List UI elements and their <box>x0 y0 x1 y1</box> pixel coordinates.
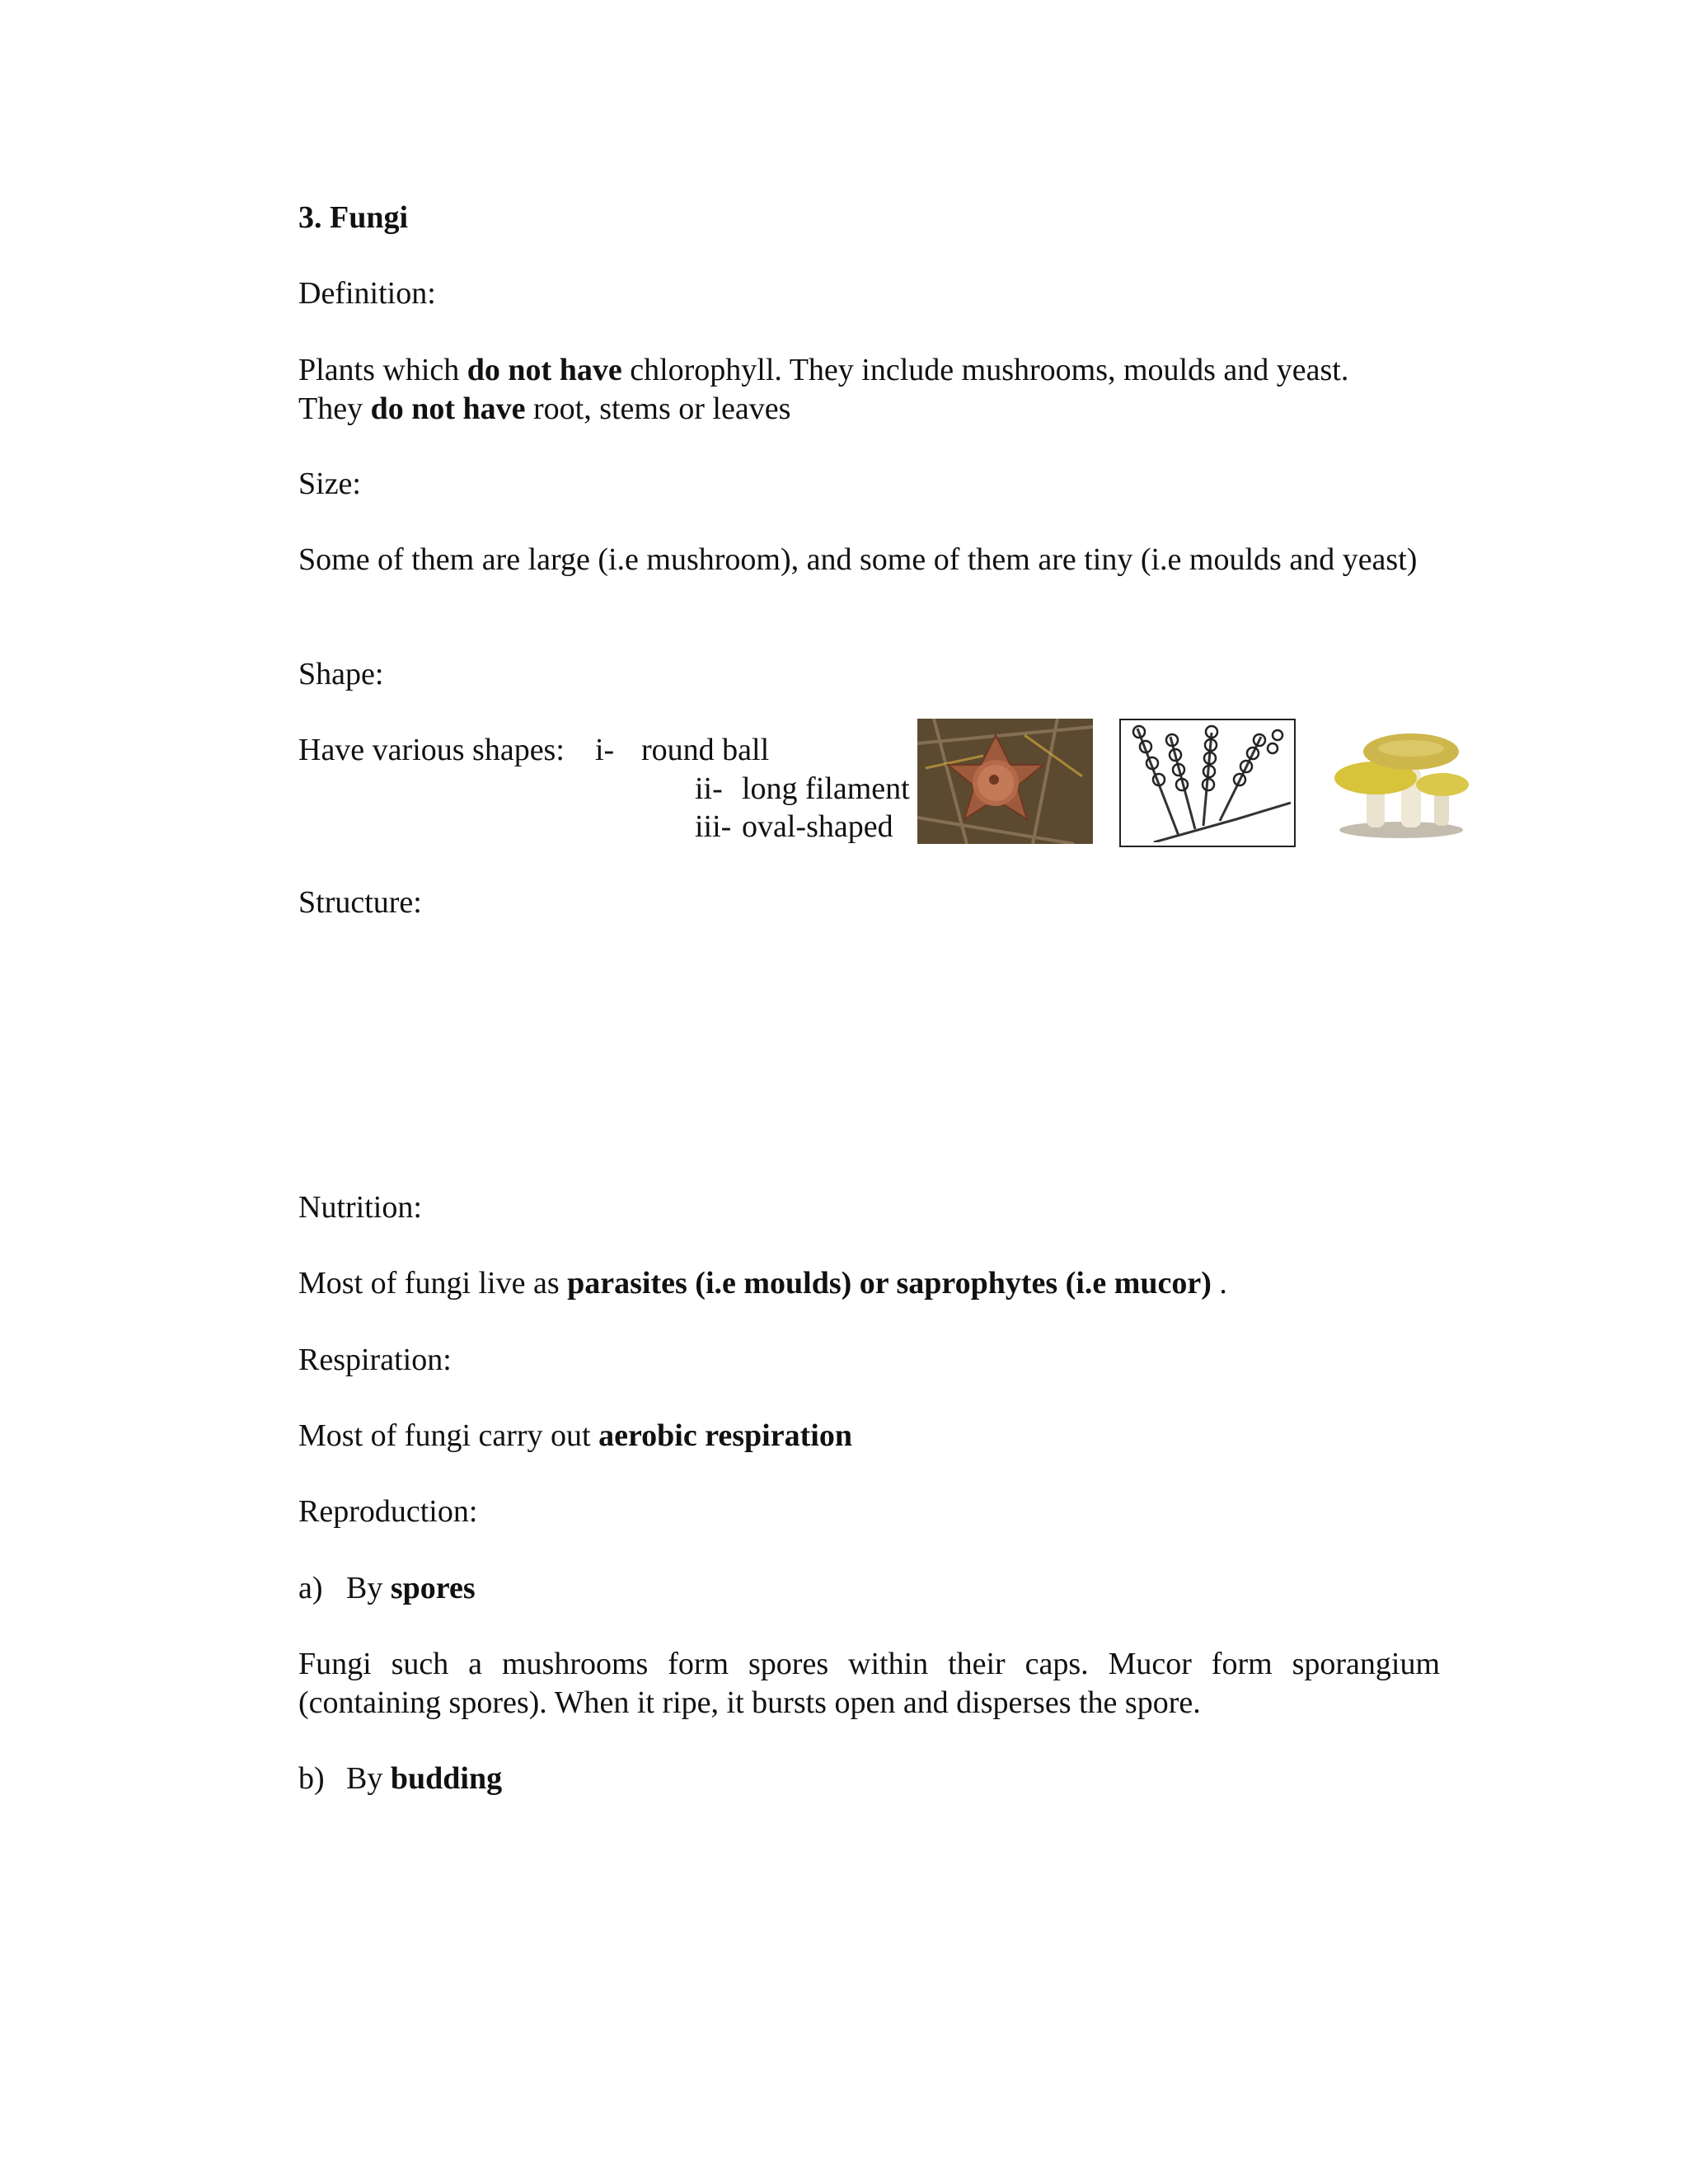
reproduction-b-title: By budding <box>346 1761 503 1796</box>
respiration-label: Respiration: <box>298 1343 452 1377</box>
nutrition-label: Nutrition: <box>298 1190 422 1225</box>
reproduction-a-marker: a) <box>298 1571 323 1605</box>
mould-filament-drawing <box>1119 719 1296 847</box>
yellow-mushroom-photo <box>1319 719 1492 844</box>
respiration-text: Most of fungi carry out aerobic respiration <box>298 1418 852 1453</box>
section-heading: 3. Fungi <box>298 200 409 235</box>
structure-label: Structure: <box>298 885 422 920</box>
spores-paragraph: Fungi such a mushrooms form spores within their caps. Mucor form sporangium (containing spores). When it ripe, it bursts open and disperses the spore. <box>298 1647 1440 1720</box>
earthstar-round-ball-photo <box>917 719 1093 844</box>
shape-item-3-text: oval-shaped <box>742 809 893 844</box>
size-text: Some of them are large (i.e mushroom), and some of them are tiny (i.e moulds and yeast) <box>298 542 1418 577</box>
shape-item-1-text: round ball <box>641 733 770 767</box>
shape-label: Shape: <box>298 657 384 691</box>
shape-item-2-num: ii- <box>695 771 723 806</box>
reproduction-a-title: By spores <box>346 1571 476 1605</box>
size-label: Size: <box>298 466 361 501</box>
shape-intro: Have various shapes: <box>298 733 565 767</box>
shape-item-3-num: iii- <box>695 809 732 844</box>
definition-label: Definition: <box>298 276 436 311</box>
reproduction-b-marker: b) <box>298 1761 325 1796</box>
shape-item-1-num: i- <box>595 733 615 767</box>
nutrition-text: Most of fungi live as parasites (i.e moulds) or saprophytes (i.e mucor) . <box>298 1266 1227 1301</box>
definition-text: Plants which do not have chlorophyll. They include mushrooms, moulds and yeast. They do not have root, stems or leaves <box>298 353 1349 426</box>
shape-item-2-text: long filament <box>742 771 910 806</box>
reproduction-label: Reproduction: <box>298 1494 478 1529</box>
